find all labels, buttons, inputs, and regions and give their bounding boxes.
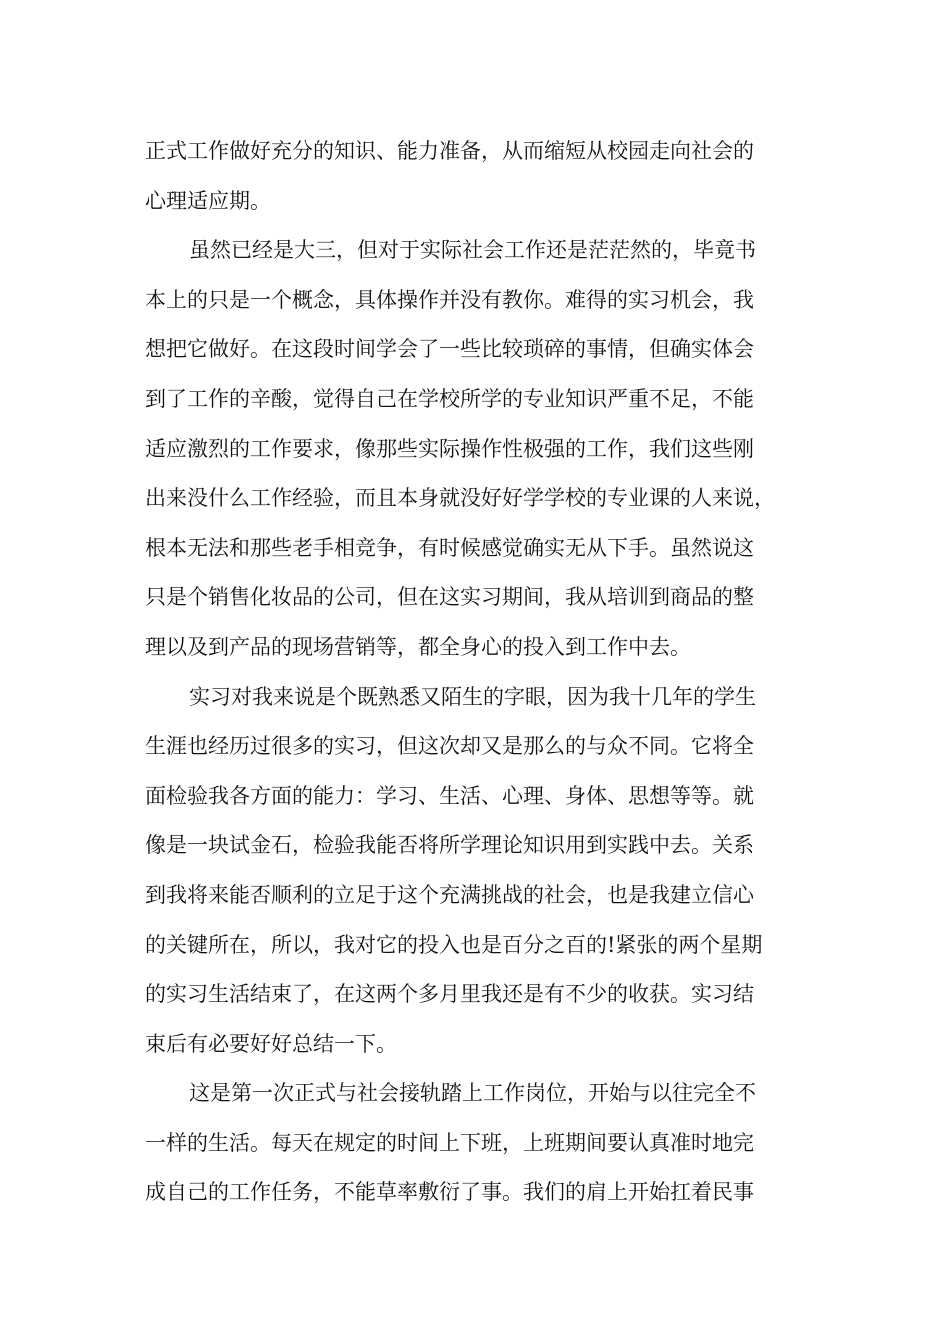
text-line: 的实习生活结束了，在这两个多月里我还是有不少的收获。实习结 <box>145 982 754 1007</box>
text-line: 正式工作做好充分的知识、能力准备，从而缩短从校园走向社会的 <box>145 139 754 163</box>
text-line: 像是一块试金石，检验我能否将所学理论知识用到实践中去。关系 <box>145 833 754 858</box>
text-line: 心理适应期。 <box>145 188 271 213</box>
text-line: 想把它做好。在这段时间学会了一些比较琐碎的事情，但确实体会 <box>145 337 754 362</box>
text-line: 适应激烈的工作要求，像那些实际操作性极强的工作，我们这些刚 <box>145 436 754 461</box>
text-line: 根本无法和那些老手相竞争，有时候感觉确实无从下手。虽然说这 <box>145 535 754 560</box>
paragraph-start-line: 这是第一次正式与社会接轨踏上工作岗位，开始与以往完全不 <box>189 1081 756 1106</box>
text-line: 本上的只是一个概念，具体操作并没有教你。难得的实习机会，我 <box>145 287 754 312</box>
text-line: 面检验我各方面的能力：学习、生活、心理、身体、思想等等。就 <box>145 783 754 808</box>
body-text <box>145 127 835 1218</box>
text-line: 成自己的工作任务，不能草率敷衍了事。我们的肩上开始扛着民事 <box>145 1180 754 1205</box>
paragraph-start-line: 实习对我来说是个既熟悉又陌生的字眼，因为我十几年的学生 <box>189 684 756 709</box>
text-line: 束后有必要好好总结一下。 <box>145 1031 397 1056</box>
text-line: 一样的生活。每天在规定的时间上下班，上班期间要认真准时地完 <box>145 1130 754 1155</box>
text-line: 的关键所在，所以，我对它的投入也是百分之百的!紧张的两个星期 <box>145 932 763 957</box>
text-line: 生涯也经历过很多的实习，但这次却又是那么的与众不同。它将全 <box>145 734 754 759</box>
text-line: 理以及到产品的现场营销等，都全身心的投入到工作中去。 <box>145 634 691 659</box>
text-line: 到了工作的辛酸，觉得自己在学校所学的专业知识严重不足，不能 <box>145 386 754 411</box>
text-line: 只是个销售化妆品的公司，但在这实习期间，我从培训到商品的整 <box>145 585 754 610</box>
text-line: 到我将来能否顺利的立足于这个充满挑战的社会，也是我建立信心 <box>145 882 754 907</box>
paragraph-start-line: 虽然已经是大三，但对于实际社会工作还是茫茫然的，毕竟书 <box>189 238 756 263</box>
text-line: 出来没什么工作经验，而且本身就没好好学学校的专业课的人来说， <box>145 486 775 511</box>
